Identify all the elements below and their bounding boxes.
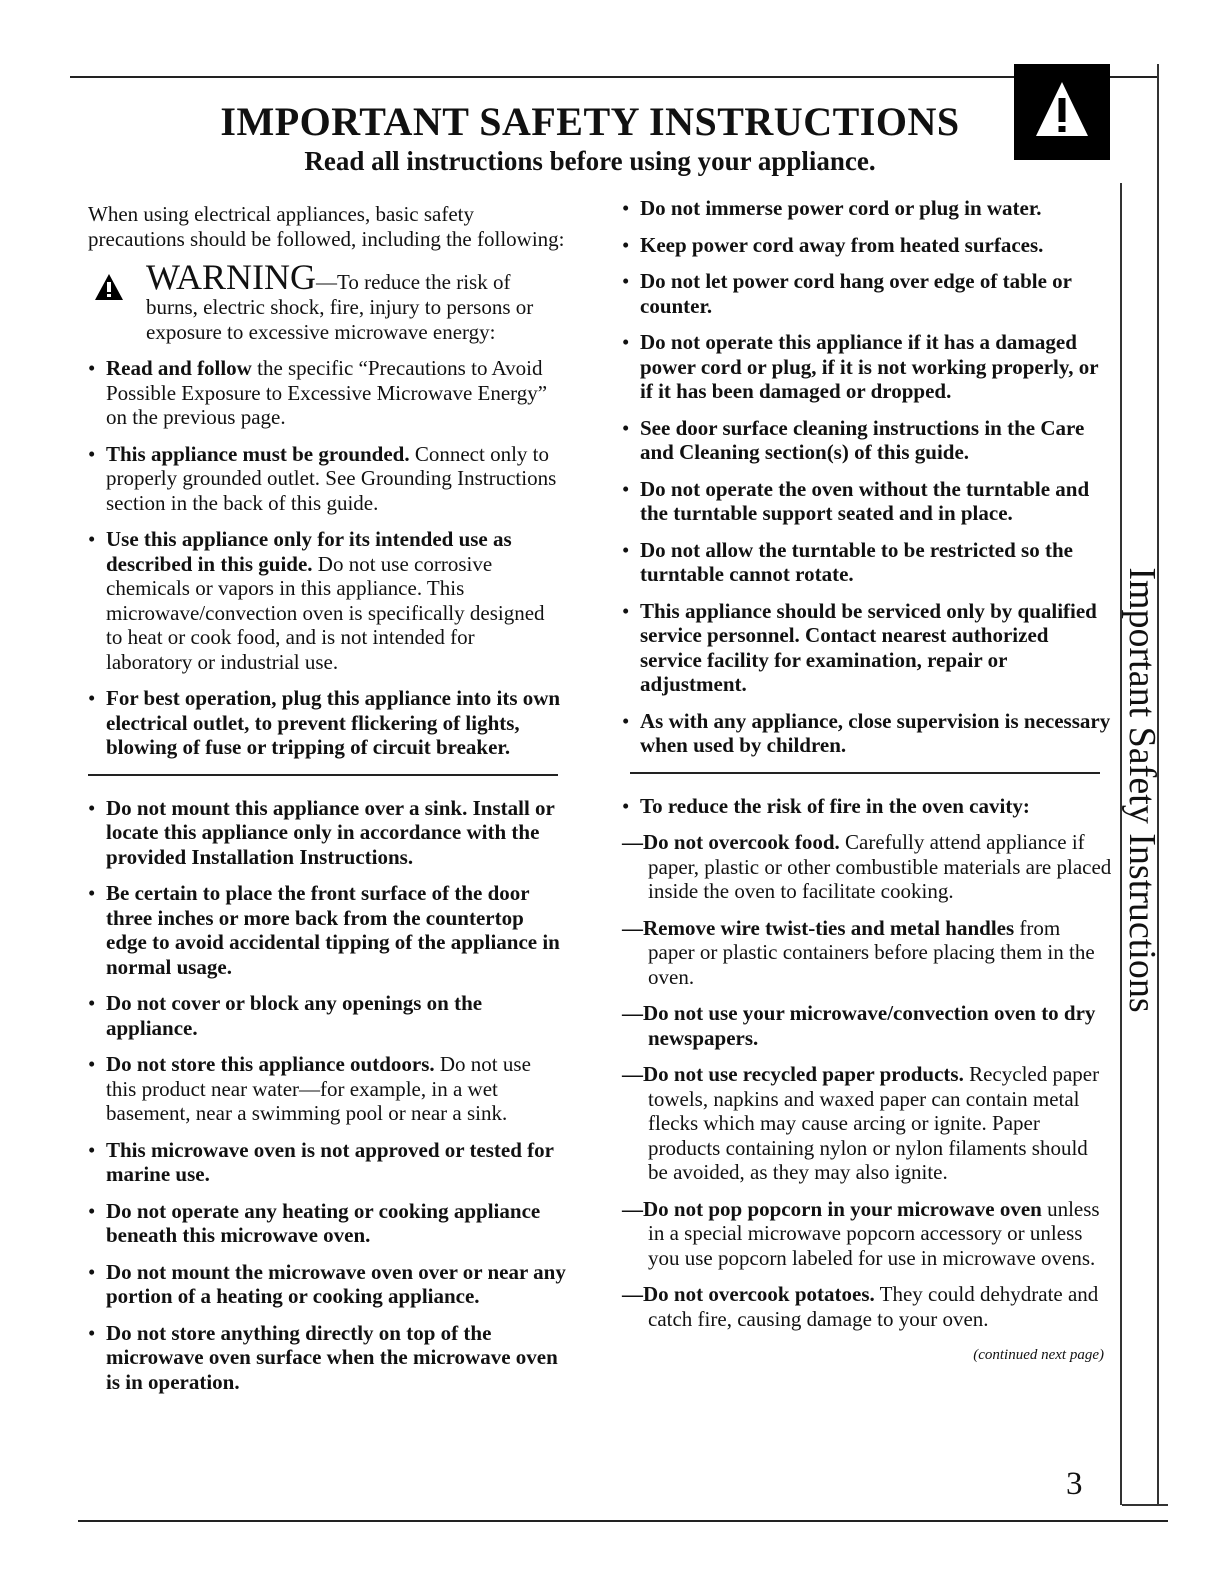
list-item: —Do not pop popcorn in your microwave oven unless in a special microwave popcorn accessory or unless you use popcorn labeled for use in microwave ovens.	[622, 1196, 1100, 1270]
side-tab-label: Important Safety Instructions	[1120, 567, 1163, 1013]
list-item: • For best operation, plug this appliance into its own electrical outlet, to prevent flickering of lights, blowing of fuse or tripping of circuit breaker.	[88, 686, 566, 760]
warning-text: burns, electric shock, fire, injury to persons or exposure to excessive microwave energy:	[146, 295, 534, 344]
list-item: • This appliance should be serviced only by qualified service personnel. Contact nearest authorized service facility for examination, repair or adjustment.	[622, 599, 1112, 697]
list-item: —Do not overcook food. Carefully attend appliance if paper, plastic or other combustible materials are placed inside the oven to facilitate cooking.	[622, 830, 1112, 903]
section-divider	[630, 772, 1100, 774]
list-item: • Read and follow the specific “Precautions to Avoid Possible Exposure to Excessive Microwave Energy” on the previous page.	[88, 356, 566, 430]
list-item: • This microwave oven is not approved or tested for marine use.	[88, 1138, 566, 1187]
list-item: • Keep power cord away from heated surfaces.	[622, 233, 1112, 258]
intro-text: When using electrical appliances, basic safety precautions should be followed, including the following:	[88, 202, 565, 251]
list-item: • Do not store this appliance outdoors. Do not use this product near water—for example, in a wet basement, near a swimming pool or near a sink.	[88, 1052, 566, 1126]
list-item: • Do not let power cord hang over edge of table or counter.	[622, 269, 1112, 318]
continued-note: (continued next page)	[973, 1347, 1104, 1363]
bottom-rule	[78, 1520, 1168, 1522]
page-title: IMPORTANT SAFETY INSTRUCTIONS	[220, 99, 960, 144]
warning-triangle-icon	[94, 273, 124, 301]
left-list-top	[88, 356, 566, 760]
left-list-bottom	[88, 796, 566, 1395]
list-item: • Do not allow the turntable to be restricted so the turntable cannot rotate.	[622, 538, 1112, 587]
list-item: —Do not use your microwave/convection oven to dry newspapers.	[622, 1001, 1096, 1050]
list-item: • Be certain to place the front surface of the door three inches or more back from the countertop edge to avoid accidental tipping of the appliance in normal usage.	[88, 881, 566, 979]
list-item: • This appliance must be grounded. Connect only to properly grounded outlet. See Grounding Instructions section in the back of this guide.	[88, 442, 566, 516]
list-item: • Do not store anything directly on top of the microwave oven surface when the microwave oven is in operation.	[88, 1321, 566, 1395]
list-item: • Do not operate any heating or cooking appliance beneath this microwave oven.	[88, 1199, 566, 1248]
warning-lead: —To reduce the risk of	[315, 270, 511, 294]
list-item: • As with any appliance, close supervision is necessary when used by children.	[622, 709, 1112, 758]
section-divider	[88, 774, 558, 776]
list-item: • Use this appliance only for its intended use as described in this guide. Do not use corrosive chemicals or vapors in this appliance. This microwave/convection oven is specifically designed to heat or cook food, and is not intended for laboratory or industrial use.	[88, 527, 566, 674]
list-item: • Do not mount the microwave oven over or near any portion of a heating or cooking appliance.	[88, 1260, 566, 1309]
warning-word: WARNING	[146, 257, 316, 297]
list-item: —Do not overcook potatoes. They could dehydrate and catch fire, causing damage to your oven.	[622, 1282, 1099, 1331]
fire-heading: • To reduce the risk of fire in the oven cavity:	[622, 794, 1112, 819]
list-item: • See door surface cleaning instructions in the Care and Cleaning section(s) of this guide.	[622, 416, 1112, 465]
list-item: • Do not cover or block any openings on the appliance.	[88, 991, 566, 1040]
top-rule	[70, 76, 1158, 78]
right-column	[622, 196, 1112, 1368]
list-item: • Do not mount this appliance over a sink. Install or locate this appliance only in accordance with the provided Installation Instructions.	[88, 796, 566, 870]
side-tab-title	[1119, 560, 1164, 1020]
list-item: • Do not immerse power cord or plug in water.	[622, 196, 1112, 221]
list-item: • Do not operate this appliance if it has a damaged power cord or plug, if it is not working properly, or if it has been damaged or dropped.	[622, 330, 1112, 404]
list-item: • Do not operate the oven without the turntable and the turntable support seated and in place.	[622, 477, 1112, 526]
page-number: 3	[1066, 1466, 1083, 1502]
left-column	[88, 202, 566, 1406]
list-item: —Remove wire twist-ties and metal handles from paper or plastic containers before placing them in the oven.	[622, 915, 1095, 989]
right-list-top	[622, 196, 1112, 758]
side-tab-border-bottom	[1122, 1504, 1168, 1506]
page-subtitle: Read all instructions before using your appliance.	[304, 146, 876, 176]
list-item: —Do not use recycled paper products. Recycled paper towels, napkins and waxed paper can contain metal flecks which may cause arcing or ignite. Paper products containing nylon or nylon filaments should be avoided, as they may also ignite.	[622, 1062, 1100, 1184]
warning-block	[88, 259, 566, 344]
fire-list	[622, 794, 1112, 1332]
